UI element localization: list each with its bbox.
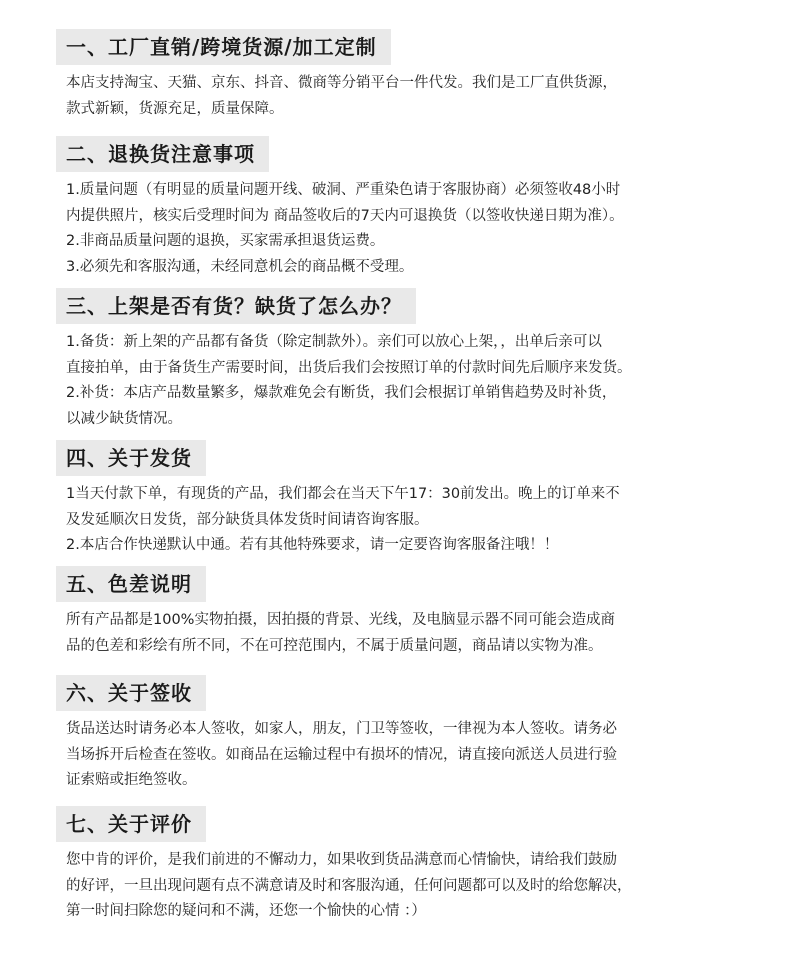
paragraph-line: 2.本店合作快递默认中通。若有其他特殊要求，请一定要咨询客服备注哦！！ (66, 537, 559, 553)
paragraph-line: 3.必须先和客服沟通，未经同意机会的商品概不受理。 (66, 258, 414, 275)
section-factory-direct (56, 29, 746, 122)
section-receipt (56, 675, 746, 794)
paragraph-line: 1.备货：新上架的产品都有备货（除定制款外）。亲们可以放心上架，，出单后亲可以 (66, 334, 602, 350)
paragraph-line: 2.非商品质量问题的退换，买家需承担退货运费。 (66, 233, 385, 249)
section-body (66, 482, 746, 559)
paragraph-line: 及发延顺次日发货，部分缺货具体发货时间请咨询客服。 (66, 511, 429, 528)
paragraph-line: 1.质量问题（有明显的质量问题开线、破洞、严重染色请于客服协商）必须签收48小时 (66, 182, 621, 198)
paragraph-line: 当场拆开后检查在签收。如商品在运输过程中有损坏的情况，请直接向派送人员进行验 (66, 746, 617, 763)
section-body (66, 608, 746, 659)
paragraph-line: 本店支持淘宝、天猫、京东、抖音、微商等分销平台一件代发。我们是工厂直供货源， (66, 75, 617, 91)
section-shipping (56, 440, 746, 559)
paragraph-line: 2.补货：本店产品数量繁多，爆款难免会有断货，我们会根据订单销售趋势及时补货， (66, 385, 617, 401)
paragraph-line: 直接拍单，由于备货生产需要时间，出货后我们会按照订单的付款时间先后顺序来发货。 (66, 359, 632, 376)
section-reviews (56, 806, 746, 925)
paragraph-line: 内提供照片，核实后受理时间为 商品签收后的7天内可退换货（以签收快递日期为准）。 (66, 207, 624, 224)
section-heading: 六、关于签收 (56, 675, 206, 711)
paragraph-line: 第一时间扫除您的疑问和不满，还您一个愉快的心情 ：） (66, 903, 426, 919)
paragraph-line: 您中肯的评价，是我们前进的不懈动力，如果收到货品满意而心情愉快，请给我们鼓励 (66, 852, 617, 868)
paragraph-line: 证索赔或拒绝签收。 (66, 772, 197, 788)
paragraph-line: 品的色差和彩绘有所不同，不在可控范围内，不属于质量问题，商品请以实物为准。 (66, 637, 603, 654)
paragraph-line: 1当天付款下单，有现货的产品，我们都会在当天下午17：30前发出。晚上的订单来不 (66, 486, 620, 502)
paragraph-line: 的好评，一旦出现问题有点不满意请及时和客服沟通，任何问题都可以及时的给您解决， (66, 877, 632, 894)
section-heading: 三、上架是否有货？缺货了怎么办？ (56, 288, 416, 324)
section-returns (56, 136, 746, 280)
paragraph-line: 款式新颖，货源充足，质量保障。 (66, 100, 284, 117)
section-heading: 五、色差说明 (56, 566, 206, 602)
section-stock (56, 288, 746, 432)
paragraph-line: 货品送达时请务必本人签收，如家人，朋友，门卫等签收，一律视为本人签收。请务必 (66, 721, 617, 737)
section-heading: 二、退换货注意事项 (56, 136, 269, 172)
paragraph-line: 所有产品都是100%实物拍摄，因拍摄的背景、光线，及电脑显示器不同可能会造成商 (66, 612, 615, 628)
section-heading: 七、关于评价 (56, 806, 206, 842)
section-body (66, 848, 746, 925)
section-color-difference (56, 566, 746, 659)
section-heading: 一、工厂直销/跨境货源/加工定制 (56, 29, 391, 65)
section-heading: 四、关于发货 (56, 440, 206, 476)
section-body (66, 178, 746, 280)
section-body (66, 71, 746, 122)
section-body (66, 717, 746, 794)
paragraph-line: 以减少缺货情况。 (66, 410, 182, 427)
section-body (66, 330, 746, 432)
